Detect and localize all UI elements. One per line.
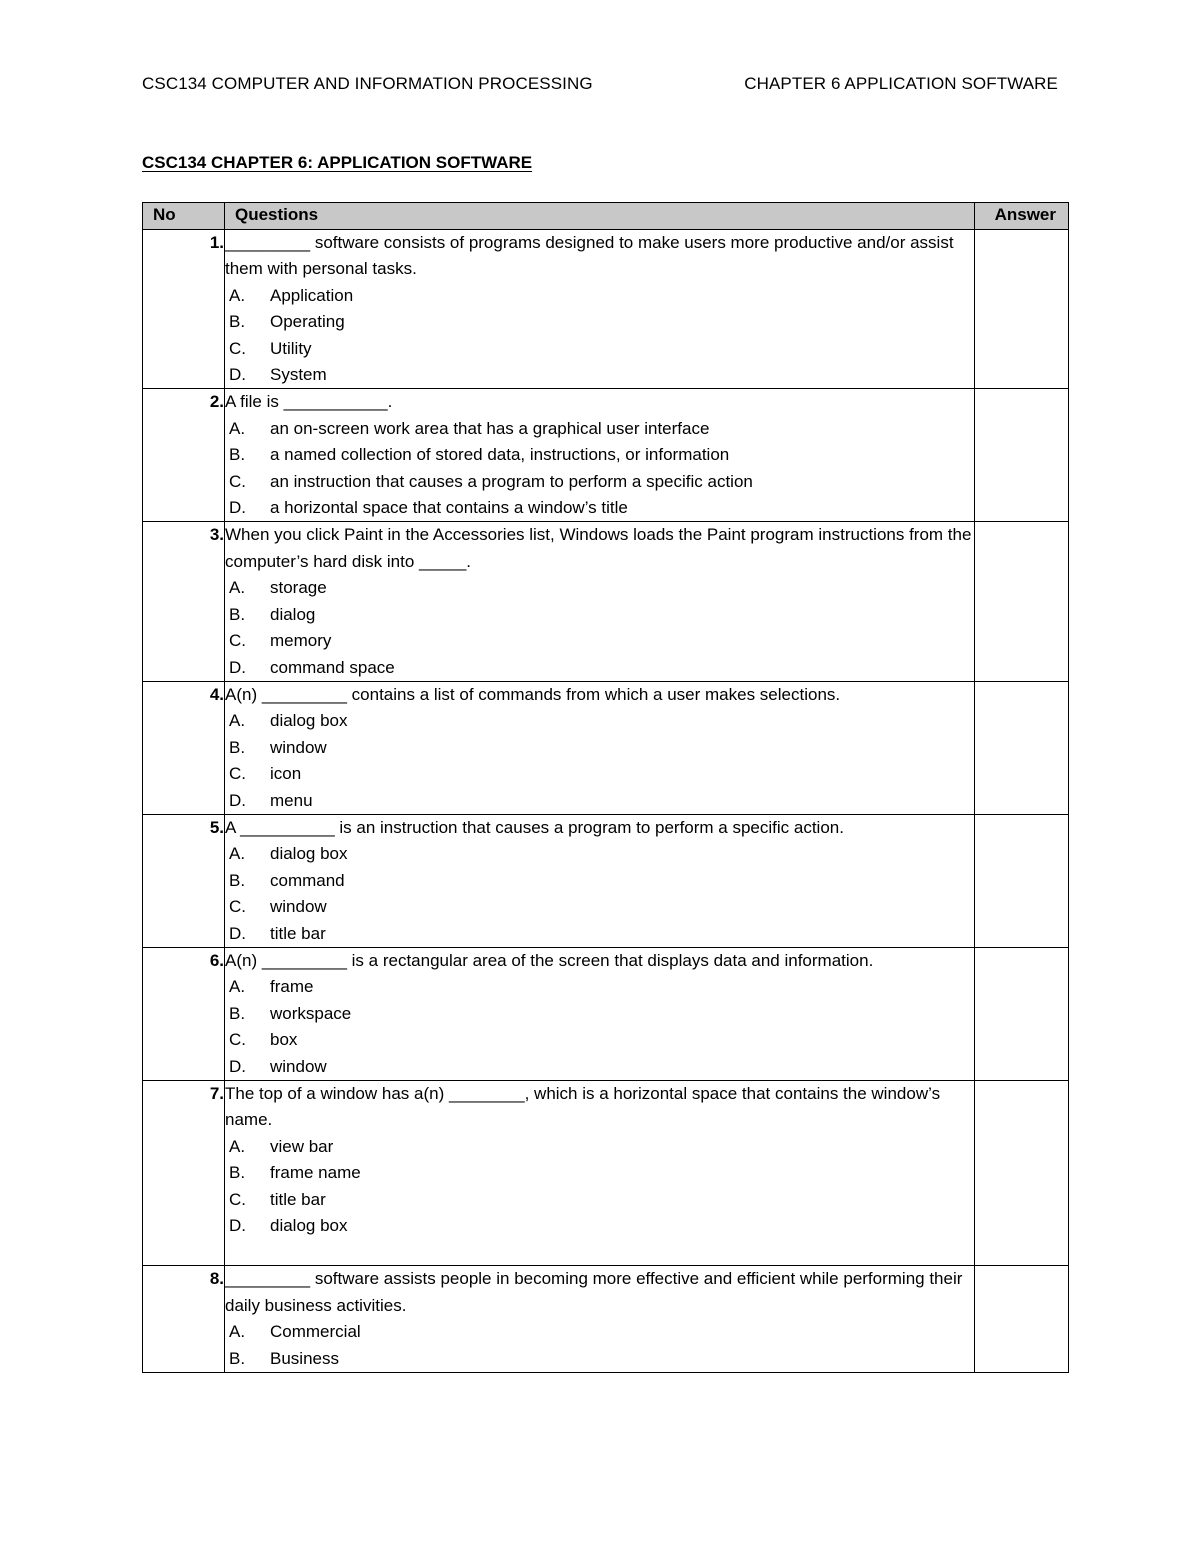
option-text: a named collection of stored data, instructions, or information — [270, 445, 730, 465]
question-text: When you click Paint in the Accessories list, Windows loads the Paint program instructions from the computer’s hard disk into _____. — [225, 525, 972, 571]
answer-option — [225, 788, 974, 814]
option-letter: D. — [229, 498, 246, 518]
answer-option — [225, 1346, 974, 1372]
table-row — [143, 681, 1069, 814]
option-text: Commercial — [270, 1322, 361, 1342]
option-text: Business — [270, 1348, 339, 1368]
option-letter: C. — [229, 764, 246, 784]
answer-cell[interactable] — [975, 947, 1069, 1080]
question-cell — [225, 681, 975, 814]
question-cell — [225, 522, 975, 681]
option-letter: C. — [229, 471, 246, 491]
answer-option — [225, 416, 974, 442]
answer-cell[interactable] — [975, 814, 1069, 947]
table-header-row — [143, 203, 1069, 230]
answer-option — [225, 921, 974, 947]
option-letter: D. — [229, 1056, 246, 1076]
answer-option — [225, 1054, 974, 1080]
option-letter: B. — [229, 604, 246, 624]
table-row — [143, 230, 1069, 389]
question-number: 5. — [143, 814, 225, 947]
option-letter: D. — [229, 1216, 246, 1236]
option-text: menu — [270, 790, 313, 810]
question-text: A file is ___________. — [225, 392, 393, 412]
answer-option — [225, 336, 974, 362]
table-row — [143, 814, 1069, 947]
option-text: memory — [270, 631, 332, 651]
question-cell — [225, 947, 975, 1080]
option-text: dialog box — [270, 711, 348, 731]
column-header-questions: Questions — [225, 203, 975, 230]
question-number: 6. — [143, 947, 225, 1080]
answer-cell[interactable] — [975, 230, 1069, 389]
option-text: an on-screen work area that has a graphical user interface — [270, 418, 710, 438]
question-cell — [225, 1266, 975, 1373]
question-text: The top of a window has a(n) ________, which is a horizontal space that contains the window’s name. — [225, 1084, 941, 1130]
question-rows — [143, 230, 1069, 1373]
option-letter: B. — [229, 737, 246, 757]
option-letter: D. — [229, 365, 246, 385]
option-letter: A. — [229, 578, 246, 598]
table-row — [143, 1081, 1069, 1266]
option-letter: C. — [229, 1030, 246, 1050]
option-letter: C. — [229, 631, 246, 651]
question-number: 2. — [143, 389, 225, 522]
question-text: A(n) _________ is a rectangular area of the screen that displays data and information. — [225, 950, 874, 970]
question-text: A __________ is an instruction that causes a program to perform a specific action. — [225, 817, 844, 837]
page-title: CSC134 CHAPTER 6: APPLICATION SOFTWARE — [142, 153, 533, 172]
table-row — [143, 389, 1069, 522]
option-text: Utility — [270, 338, 312, 358]
question-number: 8. — [143, 1266, 225, 1373]
table-row — [143, 947, 1069, 1080]
answer-option — [225, 309, 974, 335]
option-text: title bar — [270, 923, 326, 943]
running-header-course: CSC134 COMPUTER AND INFORMATION PROCESSING — [142, 74, 593, 93]
option-letter: A. — [229, 844, 246, 864]
answer-option — [225, 1134, 974, 1160]
option-text: frame name — [270, 1163, 361, 1183]
answer-option — [225, 894, 974, 920]
option-text: box — [270, 1030, 298, 1050]
option-letter: B. — [229, 1348, 246, 1368]
column-header-no: No — [143, 203, 225, 230]
option-letter: C. — [229, 897, 246, 917]
option-text: workspace — [270, 1003, 352, 1023]
option-text: a horizontal space that contains a window’s title — [270, 498, 628, 518]
answer-option — [225, 1001, 974, 1027]
answer-option — [225, 1213, 974, 1239]
option-text: Application — [270, 285, 354, 305]
answer-option — [225, 735, 974, 761]
running-header-chapter: CHAPTER 6 APPLICATION SOFTWARE — [744, 74, 1058, 93]
option-text: dialog box — [270, 844, 348, 864]
question-cell — [225, 230, 975, 389]
option-letter: D. — [229, 657, 246, 677]
question-cell — [225, 814, 975, 947]
option-letter: A. — [229, 977, 246, 997]
option-letter: D. — [229, 790, 246, 810]
option-letter: C. — [229, 1189, 246, 1209]
question-text: _________ software assists people in becoming more effective and efficient while performing their daily business activities. — [225, 1269, 963, 1315]
option-text: command — [270, 870, 345, 890]
option-text: an instruction that causes a program to perform a specific action — [270, 471, 753, 491]
question-cell — [225, 1081, 975, 1266]
option-letter: D. — [229, 923, 246, 943]
option-letter: B. — [229, 1163, 246, 1183]
option-letter: B. — [229, 445, 246, 465]
answer-cell[interactable] — [975, 522, 1069, 681]
option-letter: A. — [229, 1322, 246, 1342]
option-text: view bar — [270, 1136, 334, 1156]
column-header-answer: Answer — [975, 203, 1069, 230]
option-text: window — [270, 1056, 327, 1076]
answer-cell[interactable] — [975, 1266, 1069, 1373]
option-letter: B. — [229, 1003, 246, 1023]
option-text: storage — [270, 578, 327, 598]
answer-option — [225, 1187, 974, 1213]
question-number: 7. — [143, 1081, 225, 1266]
option-text: Operating — [270, 312, 345, 332]
option-letter: A. — [229, 711, 246, 731]
option-letter: B. — [229, 870, 246, 890]
answer-option — [225, 841, 974, 867]
answer-option — [225, 868, 974, 894]
option-text: frame — [270, 977, 314, 997]
answer-option — [225, 283, 974, 309]
answer-cell[interactable] — [975, 389, 1069, 522]
question-cell — [225, 389, 975, 522]
option-letter: A. — [229, 1136, 246, 1156]
option-text: dialog — [270, 604, 316, 624]
option-letter: A. — [229, 285, 246, 305]
option-letter: B. — [229, 312, 246, 332]
option-text: icon — [270, 764, 302, 784]
option-letter: A. — [229, 418, 246, 438]
answer-option — [225, 974, 974, 1000]
answer-option — [225, 628, 974, 654]
answer-option — [225, 602, 974, 628]
answer-option — [225, 495, 974, 521]
option-letter: C. — [229, 338, 246, 358]
answer-option — [225, 708, 974, 734]
answer-option — [225, 575, 974, 601]
table-row — [143, 1266, 1069, 1373]
question-number: 3. — [143, 522, 225, 681]
option-text: window — [270, 897, 327, 917]
question-number: 1. — [143, 230, 225, 389]
question-number: 4. — [143, 681, 225, 814]
answer-cell[interactable] — [975, 1081, 1069, 1266]
blank-line — [225, 1239, 974, 1265]
table-row — [143, 522, 1069, 681]
answer-option — [225, 1027, 974, 1053]
question-text: _________ software consists of programs designed to make users more productive and/or assist them with personal tasks. — [225, 233, 954, 279]
answer-cell[interactable] — [975, 681, 1069, 814]
answer-option — [225, 442, 974, 468]
question-table — [142, 202, 1069, 1373]
option-text: dialog box — [270, 1216, 348, 1236]
question-text: A(n) _________ contains a list of commands from which a user makes selections. — [225, 684, 841, 704]
answer-option — [225, 655, 974, 681]
answer-option — [225, 1319, 974, 1345]
option-text: command space — [270, 657, 395, 677]
answer-option — [225, 1160, 974, 1186]
option-text: window — [270, 737, 327, 757]
answer-option — [225, 469, 974, 495]
answer-option — [225, 362, 974, 388]
answer-option — [225, 761, 974, 787]
option-text: title bar — [270, 1189, 326, 1209]
option-text: System — [270, 365, 327, 385]
